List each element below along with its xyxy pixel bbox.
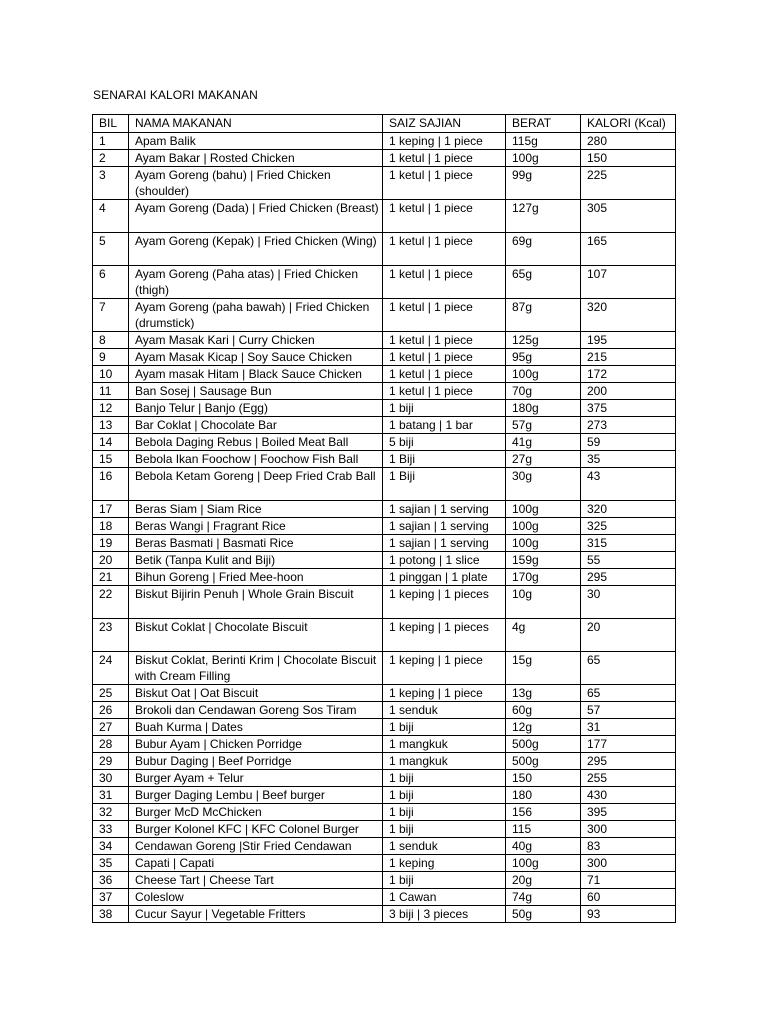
cell-kalori: 172 (581, 366, 676, 383)
cell-bil: 14 (93, 434, 129, 451)
cell-saiz-sajian: 1 biji (383, 770, 506, 787)
table-row (93, 906, 676, 923)
cell-berat: 13g (506, 685, 581, 702)
table-row (93, 804, 676, 821)
cell-kalori: 200 (581, 383, 676, 400)
cell-berat: 10g (506, 586, 581, 619)
table-row (93, 787, 676, 804)
cell-kalori: 315 (581, 535, 676, 552)
cell-bil: 20 (93, 552, 129, 569)
table-row (93, 535, 676, 552)
header-saiz-sajian: SAIZ SAJIAN (383, 115, 506, 133)
cell-nama-makanan: Ban Sosej | Sausage Bun (129, 383, 383, 400)
cell-bil: 27 (93, 719, 129, 736)
cell-saiz-sajian: 1 keping | 1 pieces (383, 586, 506, 619)
cell-kalori: 43 (581, 468, 676, 501)
cell-saiz-sajian: 1 keping (383, 855, 506, 872)
table-header-row (93, 115, 676, 133)
cell-saiz-sajian: 1 mangkuk (383, 736, 506, 753)
cell-saiz-sajian: 1 Cawan (383, 889, 506, 906)
cell-kalori: 65 (581, 685, 676, 702)
cell-kalori: 71 (581, 872, 676, 889)
cell-saiz-sajian: 1 ketul | 1 piece (383, 366, 506, 383)
cell-kalori: 395 (581, 804, 676, 821)
table-row (93, 383, 676, 400)
cell-bil: 12 (93, 400, 129, 417)
cell-kalori: 150 (581, 150, 676, 167)
table-row (93, 719, 676, 736)
table-row (93, 233, 676, 266)
cell-bil: 38 (93, 906, 129, 923)
cell-bil: 7 (93, 299, 129, 332)
cell-kalori: 31 (581, 719, 676, 736)
cell-berat: 100g (506, 518, 581, 535)
cell-saiz-sajian: 1 biji (383, 872, 506, 889)
table-row (93, 821, 676, 838)
cell-berat: 156 (506, 804, 581, 821)
cell-nama-makanan: Bebola Ikan Foochow | Foochow Fish Ball (129, 451, 383, 468)
cell-kalori: 305 (581, 200, 676, 233)
cell-berat: 500g (506, 753, 581, 770)
table-row (93, 299, 676, 332)
cell-nama-makanan: Ayam Masak Kari | Curry Chicken (129, 332, 383, 349)
cell-saiz-sajian: 1 pinggan | 1 plate (383, 569, 506, 586)
table-row (93, 552, 676, 569)
cell-nama-makanan: Banjo Telur | Banjo (Egg) (129, 400, 383, 417)
document-title: SENARAI KALORI MAKANAN (93, 88, 258, 102)
cell-saiz-sajian: 1 ketul | 1 piece (383, 266, 506, 299)
cell-bil: 3 (93, 167, 129, 200)
table-row (93, 619, 676, 652)
cell-berat: 115g (506, 133, 581, 150)
cell-berat: 74g (506, 889, 581, 906)
table-row (93, 855, 676, 872)
cell-saiz-sajian: 1 senduk (383, 838, 506, 855)
cell-saiz-sajian: 1 keping | 1 piece (383, 652, 506, 685)
cell-nama-makanan: Biskut Oat | Oat Biscuit (129, 685, 383, 702)
cell-bil: 6 (93, 266, 129, 299)
cell-saiz-sajian: 1 ketul | 1 piece (383, 167, 506, 200)
cell-berat: 57g (506, 417, 581, 434)
cell-berat: 15g (506, 652, 581, 685)
cell-berat: 87g (506, 299, 581, 332)
cell-nama-makanan: Coleslow (129, 889, 383, 906)
cell-bil: 18 (93, 518, 129, 535)
cell-saiz-sajian: 1 biji (383, 400, 506, 417)
cell-berat: 60g (506, 702, 581, 719)
table-row (93, 434, 676, 451)
cell-kalori: 83 (581, 838, 676, 855)
cell-nama-makanan: Cucur Sayur | Vegetable Fritters (129, 906, 383, 923)
cell-bil: 5 (93, 233, 129, 266)
cell-saiz-sajian: 1 ketul | 1 piece (383, 299, 506, 332)
cell-kalori: 295 (581, 569, 676, 586)
cell-berat: 170g (506, 569, 581, 586)
table-row (93, 266, 676, 299)
cell-saiz-sajian: 1 ketul | 1 piece (383, 332, 506, 349)
cell-saiz-sajian: 1 sajian | 1 serving (383, 501, 506, 518)
cell-nama-makanan: Burger Kolonel KFC | KFC Colonel Burger (129, 821, 383, 838)
table-row (93, 417, 676, 434)
cell-berat: 4g (506, 619, 581, 652)
cell-nama-makanan: Burger McD McChicken (129, 804, 383, 821)
cell-nama-makanan: Burger Daging Lembu | Beef burger (129, 787, 383, 804)
header-kalori: KALORI (Kcal) (581, 115, 676, 133)
cell-bil: 13 (93, 417, 129, 434)
cell-bil: 25 (93, 685, 129, 702)
cell-berat: 69g (506, 233, 581, 266)
table-row (93, 150, 676, 167)
table-row (93, 569, 676, 586)
cell-bil: 1 (93, 133, 129, 150)
cell-kalori: 325 (581, 518, 676, 535)
cell-nama-makanan: Cendawan Goreng |Stir Fried Cendawan (129, 838, 383, 855)
table-row (93, 468, 676, 501)
cell-bil: 30 (93, 770, 129, 787)
cell-bil: 9 (93, 349, 129, 366)
table-row (93, 400, 676, 417)
cell-kalori: 255 (581, 770, 676, 787)
cell-nama-makanan: Beras Wangi | Fragrant Rice (129, 518, 383, 535)
header-berat: BERAT (506, 115, 581, 133)
cell-nama-makanan: Ayam Masak Kicap | Soy Sauce Chicken (129, 349, 383, 366)
cell-berat: 100g (506, 366, 581, 383)
cell-kalori: 195 (581, 332, 676, 349)
calorie-table (92, 114, 676, 923)
table-row (93, 685, 676, 702)
cell-berat: 180g (506, 400, 581, 417)
cell-bil: 21 (93, 569, 129, 586)
cell-berat: 27g (506, 451, 581, 468)
cell-berat: 12g (506, 719, 581, 736)
table-row (93, 736, 676, 753)
cell-kalori: 375 (581, 400, 676, 417)
cell-nama-makanan: Beras Siam | Siam Rice (129, 501, 383, 518)
cell-bil: 10 (93, 366, 129, 383)
cell-bil: 35 (93, 855, 129, 872)
cell-bil: 22 (93, 586, 129, 619)
cell-kalori: 60 (581, 889, 676, 906)
cell-nama-makanan: Biskut Bijirin Penuh | Whole Grain Biscuit (129, 586, 383, 619)
cell-saiz-sajian: 1 keping | 1 piece (383, 133, 506, 150)
cell-kalori: 430 (581, 787, 676, 804)
cell-berat: 95g (506, 349, 581, 366)
cell-saiz-sajian: 1 Biji (383, 468, 506, 501)
header-bil: BIL (93, 115, 129, 133)
cell-nama-makanan: Betik (Tanpa Kulit and Biji) (129, 552, 383, 569)
cell-kalori: 20 (581, 619, 676, 652)
cell-saiz-sajian: 1 senduk (383, 702, 506, 719)
cell-kalori: 177 (581, 736, 676, 753)
table-row (93, 838, 676, 855)
table-row (93, 753, 676, 770)
table-row (93, 332, 676, 349)
cell-kalori: 30 (581, 586, 676, 619)
table-row (93, 349, 676, 366)
cell-kalori: 57 (581, 702, 676, 719)
table-row (93, 366, 676, 383)
cell-berat: 500g (506, 736, 581, 753)
cell-nama-makanan: Bihun Goreng | Fried Mee-hoon (129, 569, 383, 586)
cell-saiz-sajian: 1 ketul | 1 piece (383, 349, 506, 366)
cell-kalori: 93 (581, 906, 676, 923)
cell-berat: 20g (506, 872, 581, 889)
cell-nama-makanan: Beras Basmati | Basmati Rice (129, 535, 383, 552)
cell-berat: 127g (506, 200, 581, 233)
table-row (93, 586, 676, 619)
table-row (93, 770, 676, 787)
cell-nama-makanan: Ayam Bakar | Rosted Chicken (129, 150, 383, 167)
cell-nama-makanan: Bebola Ketam Goreng | Deep Fried Crab Ball (129, 468, 383, 501)
cell-nama-makanan: Apam Balik (129, 133, 383, 150)
cell-bil: 28 (93, 736, 129, 753)
cell-saiz-sajian: 1 keping | 1 piece (383, 685, 506, 702)
cell-nama-makanan: Buah Kurma | Dates (129, 719, 383, 736)
table-row (93, 167, 676, 200)
cell-bil: 4 (93, 200, 129, 233)
table-row (93, 872, 676, 889)
cell-bil: 23 (93, 619, 129, 652)
cell-berat: 100g (506, 535, 581, 552)
cell-bil: 29 (93, 753, 129, 770)
cell-nama-makanan: Bebola Daging Rebus | Boiled Meat Ball (129, 434, 383, 451)
cell-saiz-sajian: 1 biji (383, 804, 506, 821)
cell-kalori: 273 (581, 417, 676, 434)
cell-saiz-sajian: 1 biji (383, 821, 506, 838)
cell-saiz-sajian: 1 ketul | 1 piece (383, 150, 506, 167)
cell-saiz-sajian: 1 Biji (383, 451, 506, 468)
cell-nama-makanan: Bubur Daging | Beef Porridge (129, 753, 383, 770)
cell-nama-makanan: Ayam Goreng (Kepak) | Fried Chicken (Wing) (129, 233, 383, 266)
cell-berat: 159g (506, 552, 581, 569)
table-row (93, 652, 676, 685)
table-row (93, 451, 676, 468)
cell-nama-makanan: Biskut Coklat, Berinti Krim | Chocolate Biscuit with Cream Filling (129, 652, 383, 685)
cell-bil: 8 (93, 332, 129, 349)
cell-saiz-sajian: 1 sajian | 1 serving (383, 518, 506, 535)
cell-saiz-sajian: 1 ketul | 1 piece (383, 233, 506, 266)
cell-saiz-sajian: 1 ketul | 1 piece (383, 200, 506, 233)
cell-berat: 180 (506, 787, 581, 804)
cell-berat: 41g (506, 434, 581, 451)
cell-saiz-sajian: 1 batang | 1 bar (383, 417, 506, 434)
cell-berat: 150 (506, 770, 581, 787)
cell-saiz-sajian: 1 sajian | 1 serving (383, 535, 506, 552)
cell-bil: 26 (93, 702, 129, 719)
cell-bil: 11 (93, 383, 129, 400)
cell-kalori: 165 (581, 233, 676, 266)
cell-saiz-sajian: 1 potong | 1 slice (383, 552, 506, 569)
cell-kalori: 320 (581, 299, 676, 332)
table-row (93, 702, 676, 719)
cell-berat: 100g (506, 855, 581, 872)
table-body (93, 133, 676, 923)
cell-bil: 34 (93, 838, 129, 855)
cell-saiz-sajian: 1 keping | 1 pieces (383, 619, 506, 652)
cell-bil: 31 (93, 787, 129, 804)
table-row (93, 133, 676, 150)
cell-bil: 2 (93, 150, 129, 167)
cell-saiz-sajian: 1 biji (383, 719, 506, 736)
cell-kalori: 215 (581, 349, 676, 366)
cell-kalori: 107 (581, 266, 676, 299)
cell-kalori: 55 (581, 552, 676, 569)
cell-nama-makanan: Capati | Capati (129, 855, 383, 872)
cell-berat: 125g (506, 332, 581, 349)
cell-kalori: 300 (581, 821, 676, 838)
cell-nama-makanan: Ayam Goreng (Paha atas) | Fried Chicken (thigh) (129, 266, 383, 299)
cell-berat: 30g (506, 468, 581, 501)
cell-berat: 115 (506, 821, 581, 838)
cell-berat: 50g (506, 906, 581, 923)
cell-kalori: 320 (581, 501, 676, 518)
cell-saiz-sajian: 5 biji (383, 434, 506, 451)
cell-nama-makanan: Ayam Goreng (paha bawah) | Fried Chicken (drumstick) (129, 299, 383, 332)
cell-bil: 32 (93, 804, 129, 821)
cell-berat: 100g (506, 150, 581, 167)
cell-kalori: 295 (581, 753, 676, 770)
cell-bil: 16 (93, 468, 129, 501)
cell-saiz-sajian: 3 biji | 3 pieces (383, 906, 506, 923)
cell-bil: 17 (93, 501, 129, 518)
cell-nama-makanan: Ayam Goreng (bahu) | Fried Chicken (shoulder) (129, 167, 383, 200)
cell-saiz-sajian: 1 biji (383, 787, 506, 804)
cell-kalori: 280 (581, 133, 676, 150)
cell-nama-makanan: Biskut Coklat | Chocolate Biscuit (129, 619, 383, 652)
cell-nama-makanan: Ayam masak Hitam | Black Sauce Chicken (129, 366, 383, 383)
cell-kalori: 300 (581, 855, 676, 872)
cell-berat: 70g (506, 383, 581, 400)
cell-bil: 15 (93, 451, 129, 468)
cell-nama-makanan: Cheese Tart | Cheese Tart (129, 872, 383, 889)
cell-nama-makanan: Bubur Ayam | Chicken Porridge (129, 736, 383, 753)
table-row (93, 501, 676, 518)
cell-berat: 40g (506, 838, 581, 855)
cell-bil: 24 (93, 652, 129, 685)
cell-kalori: 35 (581, 451, 676, 468)
cell-nama-makanan: Brokoli dan Cendawan Goreng Sos Tiram (129, 702, 383, 719)
table-row (93, 518, 676, 535)
cell-bil: 33 (93, 821, 129, 838)
table-row (93, 889, 676, 906)
table-row (93, 200, 676, 233)
cell-kalori: 59 (581, 434, 676, 451)
cell-saiz-sajian: 1 ketul | 1 piece (383, 383, 506, 400)
cell-kalori: 225 (581, 167, 676, 200)
cell-nama-makanan: Ayam Goreng (Dada) | Fried Chicken (Breast) (129, 200, 383, 233)
cell-nama-makanan: Burger Ayam + Telur (129, 770, 383, 787)
cell-berat: 65g (506, 266, 581, 299)
cell-nama-makanan: Bar Coklat | Chocolate Bar (129, 417, 383, 434)
cell-kalori: 65 (581, 652, 676, 685)
cell-bil: 37 (93, 889, 129, 906)
cell-saiz-sajian: 1 mangkuk (383, 753, 506, 770)
cell-berat: 99g (506, 167, 581, 200)
cell-berat: 100g (506, 501, 581, 518)
header-nama-makanan: NAMA MAKANAN (129, 115, 383, 133)
cell-bil: 36 (93, 872, 129, 889)
cell-bil: 19 (93, 535, 129, 552)
